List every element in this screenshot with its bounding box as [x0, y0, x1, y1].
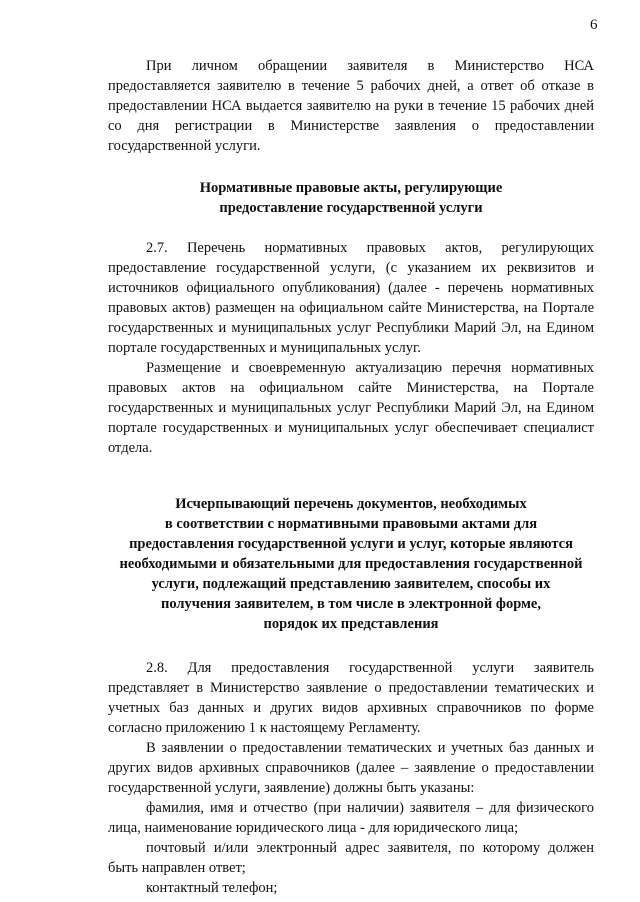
paragraph-2-7: 2.7. Перечень нормативных правовых актов, регулирующих предоставление государственной услуги, (с указанием их реквизитов и источников официального опубликования) (далее - перечень нормативных правовых актов) размещен на официальном сайте Министерства, на Портале государственных и муниципальных услуг Республики Марий Эл, на Едином портале государственных и муниципальных услуг.: [108, 240, 594, 356]
heading-line: предоставления государственной услуги и услуг, которые являются: [129, 536, 573, 552]
heading-line: услуги, подлежащий представлению заявителем, способы их: [151, 576, 551, 592]
heading-documents-list: [108, 494, 594, 634]
heading-normative-acts: [108, 178, 594, 218]
heading-line: Исчерпывающий перечень документов, необходимых: [175, 496, 527, 512]
intro-paragraph: При личном обращении заявителя в Министерство НСА предоставляется заявителю в течение 5 рабочих дней, а ответ об отказе в предоставлении НСА выдается заявителю на руки в течение 15 рабочих дней со дня регистрации в Министерстве заявления о предоставлении государственной услуги.: [108, 58, 594, 154]
heading-line: в соответствии с нормативными правовыми актами для: [164, 516, 538, 532]
paragraph-2-8: 2.8. Для предоставления государственной услуги заявитель представляет в Министерство заявление о предоставлении тематических и учетных баз данных и других видов архивных справочников по форме согласно приложению 1 к настоящему Регламенту.: [108, 660, 594, 736]
page-number: 6: [590, 17, 598, 33]
heading-line: порядок их представления: [263, 616, 439, 632]
paragraph-application-contents: В заявлении о предоставлении тематических и учетных баз данных и других видов архивных справочников (далее – заявление о предоставлении государственной услуги, заявление) должны быть указаны:: [108, 740, 594, 796]
paragraph-applicant-address: почтовый и/или электронный адрес заявителя, по которому должен быть направлен ответ;: [108, 840, 594, 876]
heading-line: необходимыми и обязательными для предоставления государственной: [119, 556, 583, 572]
heading-line: Нормативные правовые акты, регулирующие: [199, 180, 503, 196]
heading-line: получения заявителем, в том числе в электронной форме,: [161, 596, 541, 612]
paragraph-2-7-update: Размещение и своевременную актуализацию перечня нормативных правовых актов на официальном сайте Министерства, на Портале государственных и муниципальных услуг Республики Марий Эл, на Едином портале государственных и муниципальных услуг обеспечивает специалист отдела.: [108, 360, 594, 456]
heading-line: предоставление государственной услуги: [219, 200, 483, 216]
paragraph-contact-phone: контактный телефон;: [146, 880, 278, 896]
paragraph-applicant-name: фамилия, имя и отчество (при наличии) заявителя – для физического лица, наименование юридического лица - для юридического лица;: [108, 800, 594, 836]
page-content: [108, 56, 594, 898]
